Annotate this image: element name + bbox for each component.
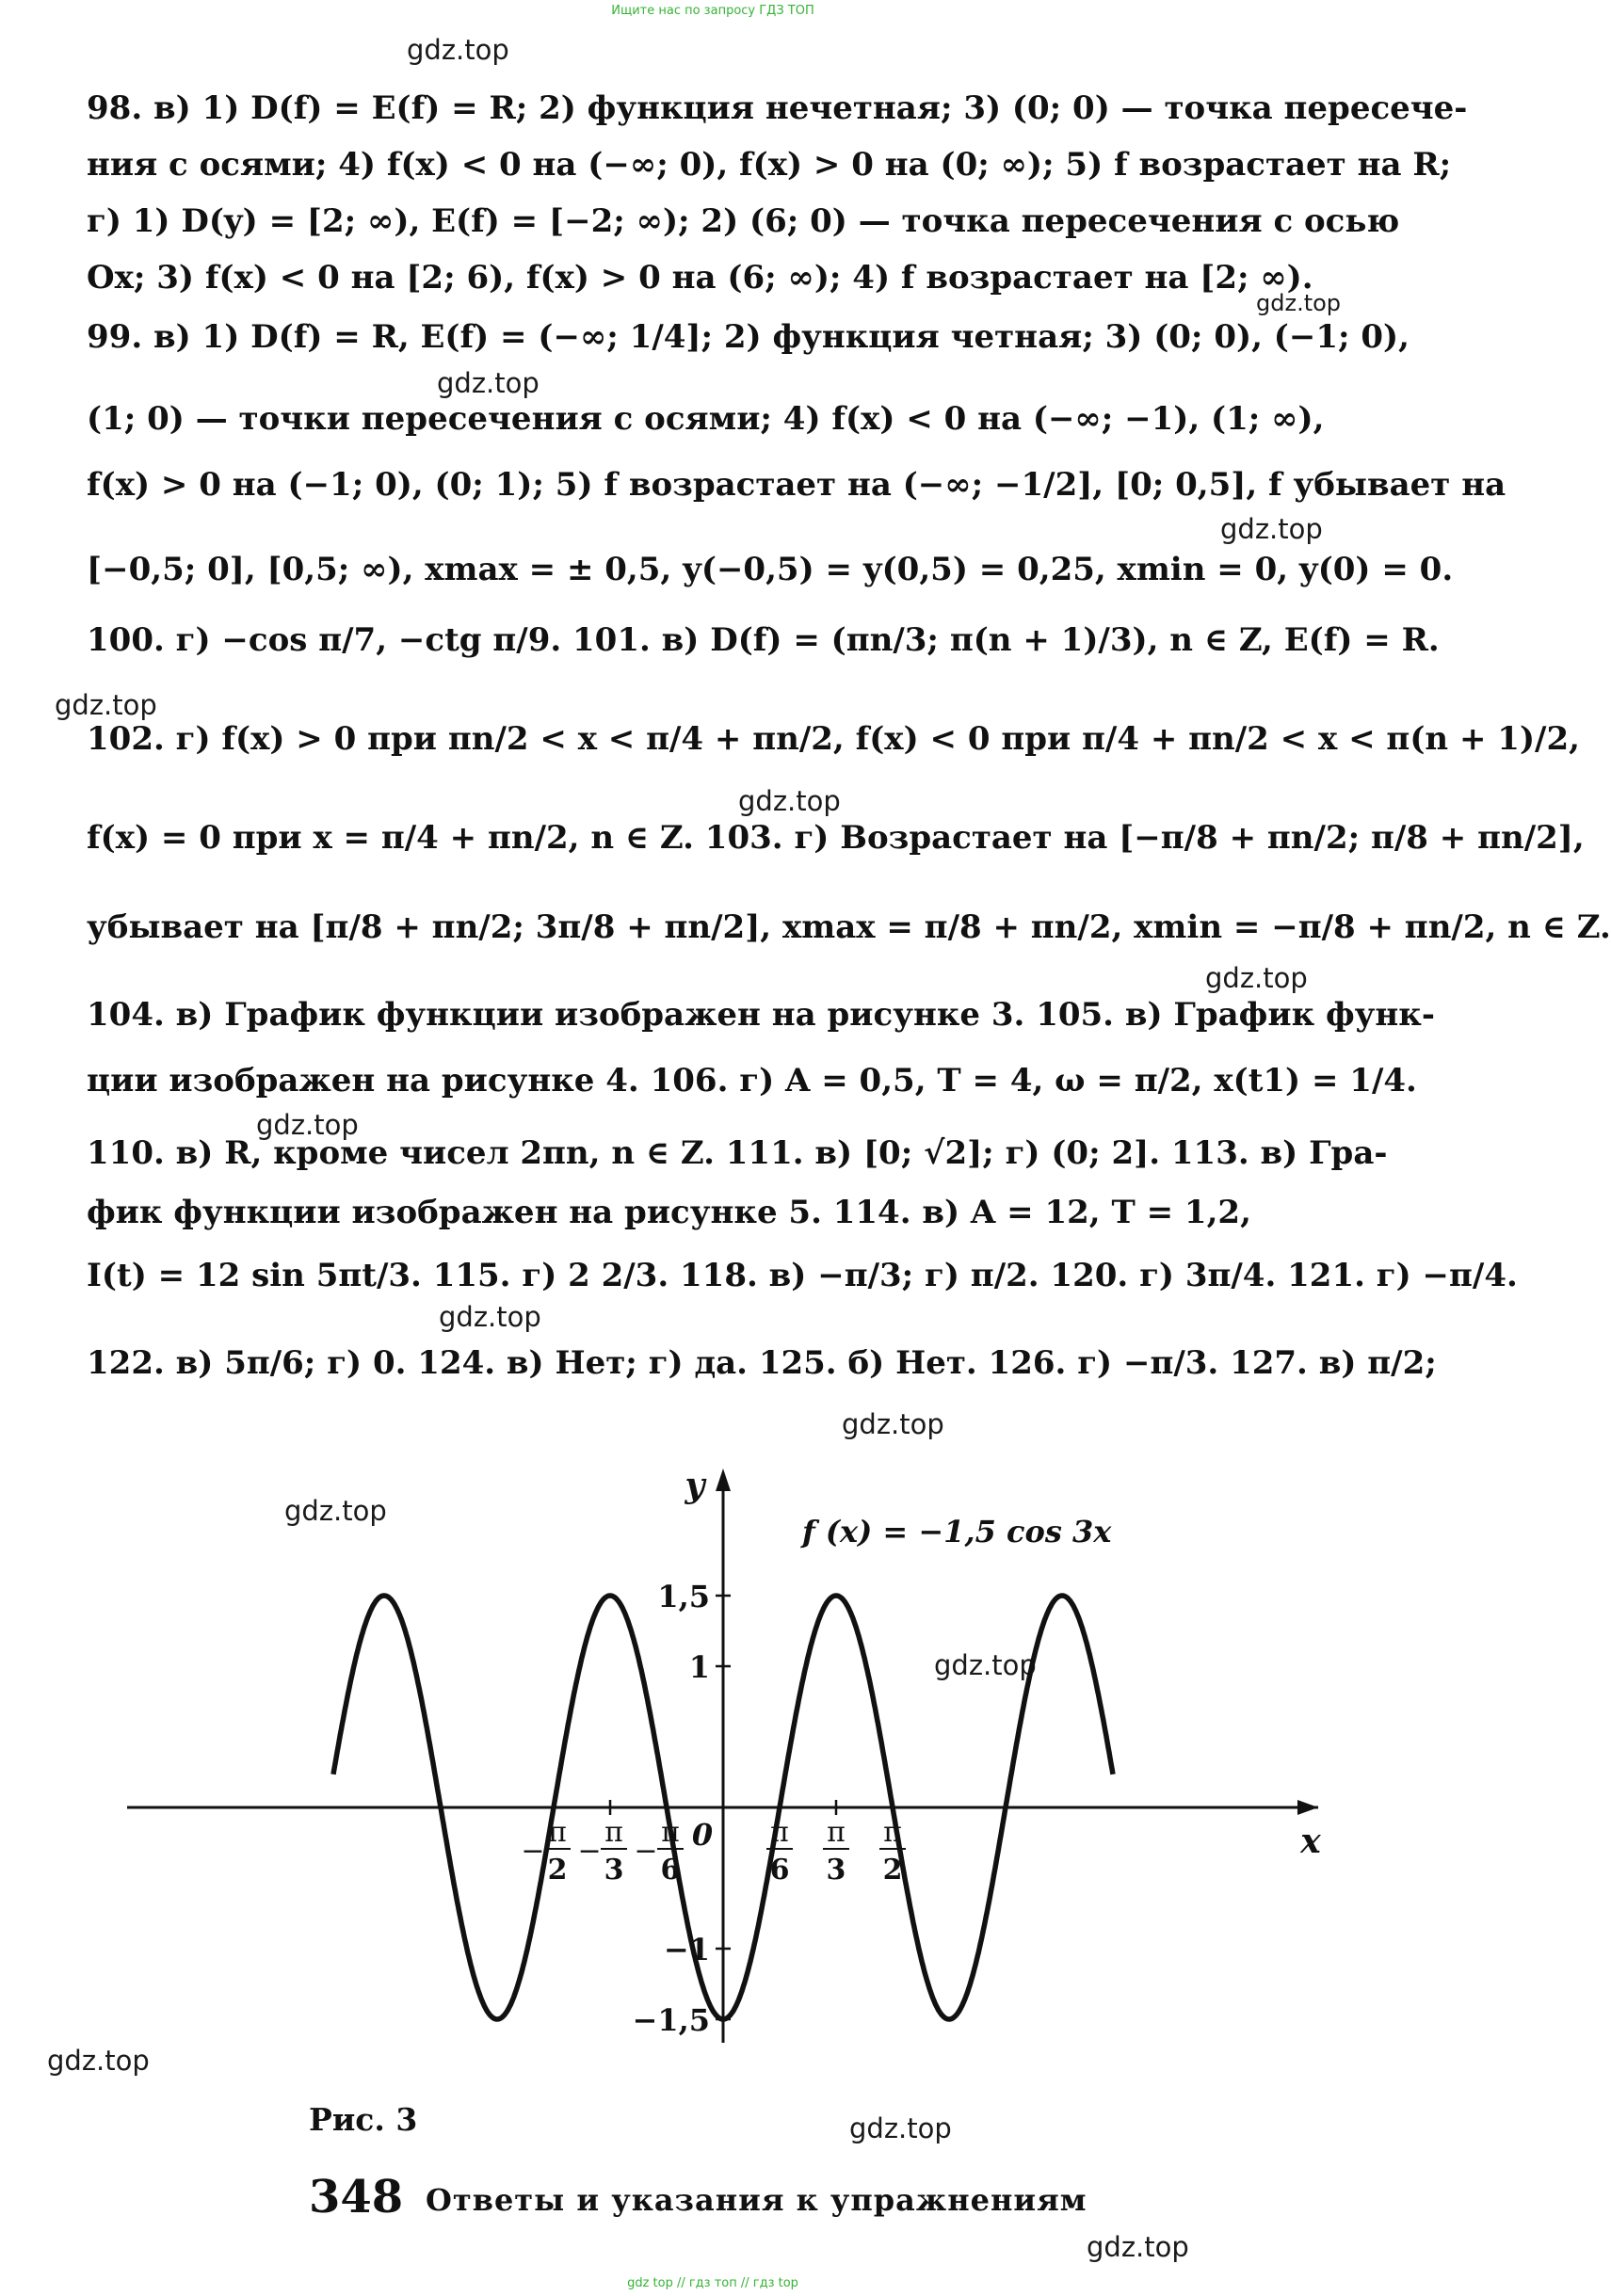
answer-line: ния с осями; 4) f(x) < 0 на (−∞; 0), f(x) > 0 на (0; ∞); 5) f возрастает на R;: [87, 146, 1452, 184]
watermark: gdz.top: [47, 2045, 150, 2077]
x-axis-label: x: [1300, 1822, 1321, 1861]
x-tick-label: [577, 1816, 627, 1887]
y-tick-label: 1: [688, 1649, 710, 1685]
x-axis-arrow: [1297, 1800, 1318, 1815]
x-tick-denominator: 6: [769, 1854, 790, 1887]
y-axis-label: y: [685, 1466, 705, 1505]
x-tick-numerator: π: [661, 1816, 680, 1849]
x-tick-minus: −: [634, 1835, 658, 1868]
answer-line: 110. в) R, кроме чисел 2πn, n ∈ Z. 111. в) [0; √2]; г) (0; 2]. 113. в) Гра-: [87, 1134, 1388, 1172]
answer-line: г) 1) D(y) = [2; ∞), E(f) = [−2; ∞); 2) (6; 0) — точка пересечения с осью: [87, 202, 1400, 240]
running-head: Ответы и указания к упражнениям: [426, 2182, 1087, 2218]
answer-line: 122. в) 5π/6; г) 0. 124. в) Нет; г) да. 125. б) Нет. 126. г) −π/3. 127. в) π/2;: [87, 1344, 1437, 1382]
watermark: gdz.top: [1205, 962, 1308, 994]
x-tick-numerator: π: [827, 1816, 846, 1849]
graph-axes: [127, 1469, 1318, 2043]
answer-line: 99. в) 1) D(f) = R, E(f) = (−∞; 1/4]; 2) функция четная; 3) (0; 0), (−1; 0),: [87, 318, 1410, 356]
x-tick-denominator: 2: [882, 1854, 903, 1887]
x-tick-minus: −: [577, 1835, 602, 1868]
answer-line: убывает на [π/8 + πn/2; 3π/8 + πn/2], xmax = π/8 + πn/2, xmin = −π/8 + πn/2, n ∈ Z.: [87, 908, 1611, 946]
page-number: 348: [309, 2171, 404, 2224]
x-tick-denominator: 3: [604, 1854, 624, 1887]
watermark: gdz.top: [439, 1301, 541, 1333]
watermark: gdz.top: [849, 2112, 952, 2144]
answer-line: 104. в) График функции изображен на рисунке 3. 105. в) График функ-: [87, 996, 1435, 1034]
watermark: gdz.top: [738, 785, 841, 817]
watermark: gdz.top: [842, 1408, 944, 1440]
x-tick-numerator: π: [883, 1816, 902, 1849]
answer-line: Ox; 3) f(x) < 0 на [2; 6), f(x) > 0 на (6; ∞); 4) f возрастает на [2; ∞).: [87, 259, 1313, 297]
function-graph: [0, 1431, 1426, 2090]
watermark: gdz.top: [284, 1495, 387, 1527]
x-tick-numerator: π: [604, 1816, 623, 1849]
x-tick-label: [823, 1816, 849, 1887]
x-tick-denominator: 6: [660, 1854, 681, 1887]
x-tick-minus: −: [521, 1835, 545, 1868]
watermark: gdz.top: [407, 34, 509, 66]
watermark: gdz.top: [256, 1109, 359, 1141]
answer-line: (1; 0) — точки пересечения с осями; 4) f(x) < 0 на (−∞; −1), (1; ∞),: [87, 400, 1325, 438]
answer-line: [−0,5; 0], [0,5; ∞), xmax = ± 0,5, y(−0,5) = y(0,5) = 0,25, xmin = 0, y(0) = 0.: [87, 551, 1454, 588]
figure-caption: Рис. 3: [309, 2101, 418, 2138]
y-tick-label: −1,5: [632, 2002, 710, 2038]
function-label: f (x) = −1,5 cos 3x: [802, 1514, 1112, 1549]
answer-line: 98. в) 1) D(f) = E(f) = R; 2) функция нечетная; 3) (0; 0) — точка пересече-: [87, 89, 1468, 127]
y-tick-label: 1,5: [657, 1579, 710, 1614]
answer-line: фик функции изображен на рисунке 5. 114. в) A = 12, T = 1,2,: [87, 1194, 1251, 1231]
answer-line: f(x) = 0 при x = π/4 + πn/2, n ∈ Z. 103. г) Возрастает на [−π/8 + πn/2; π/8 + πn/2],: [87, 819, 1585, 857]
watermark: gdz.top: [55, 689, 157, 721]
watermark: gdz.top: [1256, 290, 1342, 316]
watermark: gdz.top: [437, 367, 540, 399]
x-tick-numerator: π: [770, 1816, 789, 1849]
bottom-banner: gdz top // гдз топ // гдз top: [627, 2276, 798, 2290]
x-tick-numerator: π: [548, 1816, 567, 1849]
watermark: gdz.top: [1087, 2231, 1189, 2263]
y-axis-arrow: [716, 1469, 731, 1491]
watermark: gdz.top: [934, 1649, 1037, 1681]
origin-label: 0: [691, 1817, 714, 1853]
y-tick-label: −1: [663, 1932, 710, 1967]
answer-line: I(t) = 12 sin 5πt/3. 115. г) 2 2/3. 118. в) −π/3; г) π/2. 120. г) 3π/4. 121. г) −π/4.: [87, 1257, 1518, 1294]
x-tick-denominator: 2: [547, 1854, 568, 1887]
answer-line: 102. г) f(x) > 0 при πn/2 < x < π/4 + πn/2, f(x) < 0 при π/4 + πn/2 < x < π(n + 1)/2,: [87, 720, 1580, 758]
watermark: gdz.top: [1220, 513, 1323, 545]
answer-line: f(x) > 0 на (−1; 0), (0; 1); 5) f возрастает на (−∞; −1/2], [0; 0,5], f убывает на: [87, 466, 1506, 504]
answer-line: ции изображен на рисунке 4. 106. г) A = 0,5, T = 4, ω = π/2, x(t1) = 1/4.: [87, 1062, 1417, 1100]
x-tick-denominator: 3: [826, 1854, 846, 1887]
top-banner: Ищите нас по запросу ГДЗ ТОП: [611, 4, 814, 18]
answer-line: 100. г) −cos π/7, −ctg π/9. 101. в) D(f) = (πn/3; π(n + 1)/3), n ∈ Z, E(f) = R.: [87, 621, 1440, 659]
